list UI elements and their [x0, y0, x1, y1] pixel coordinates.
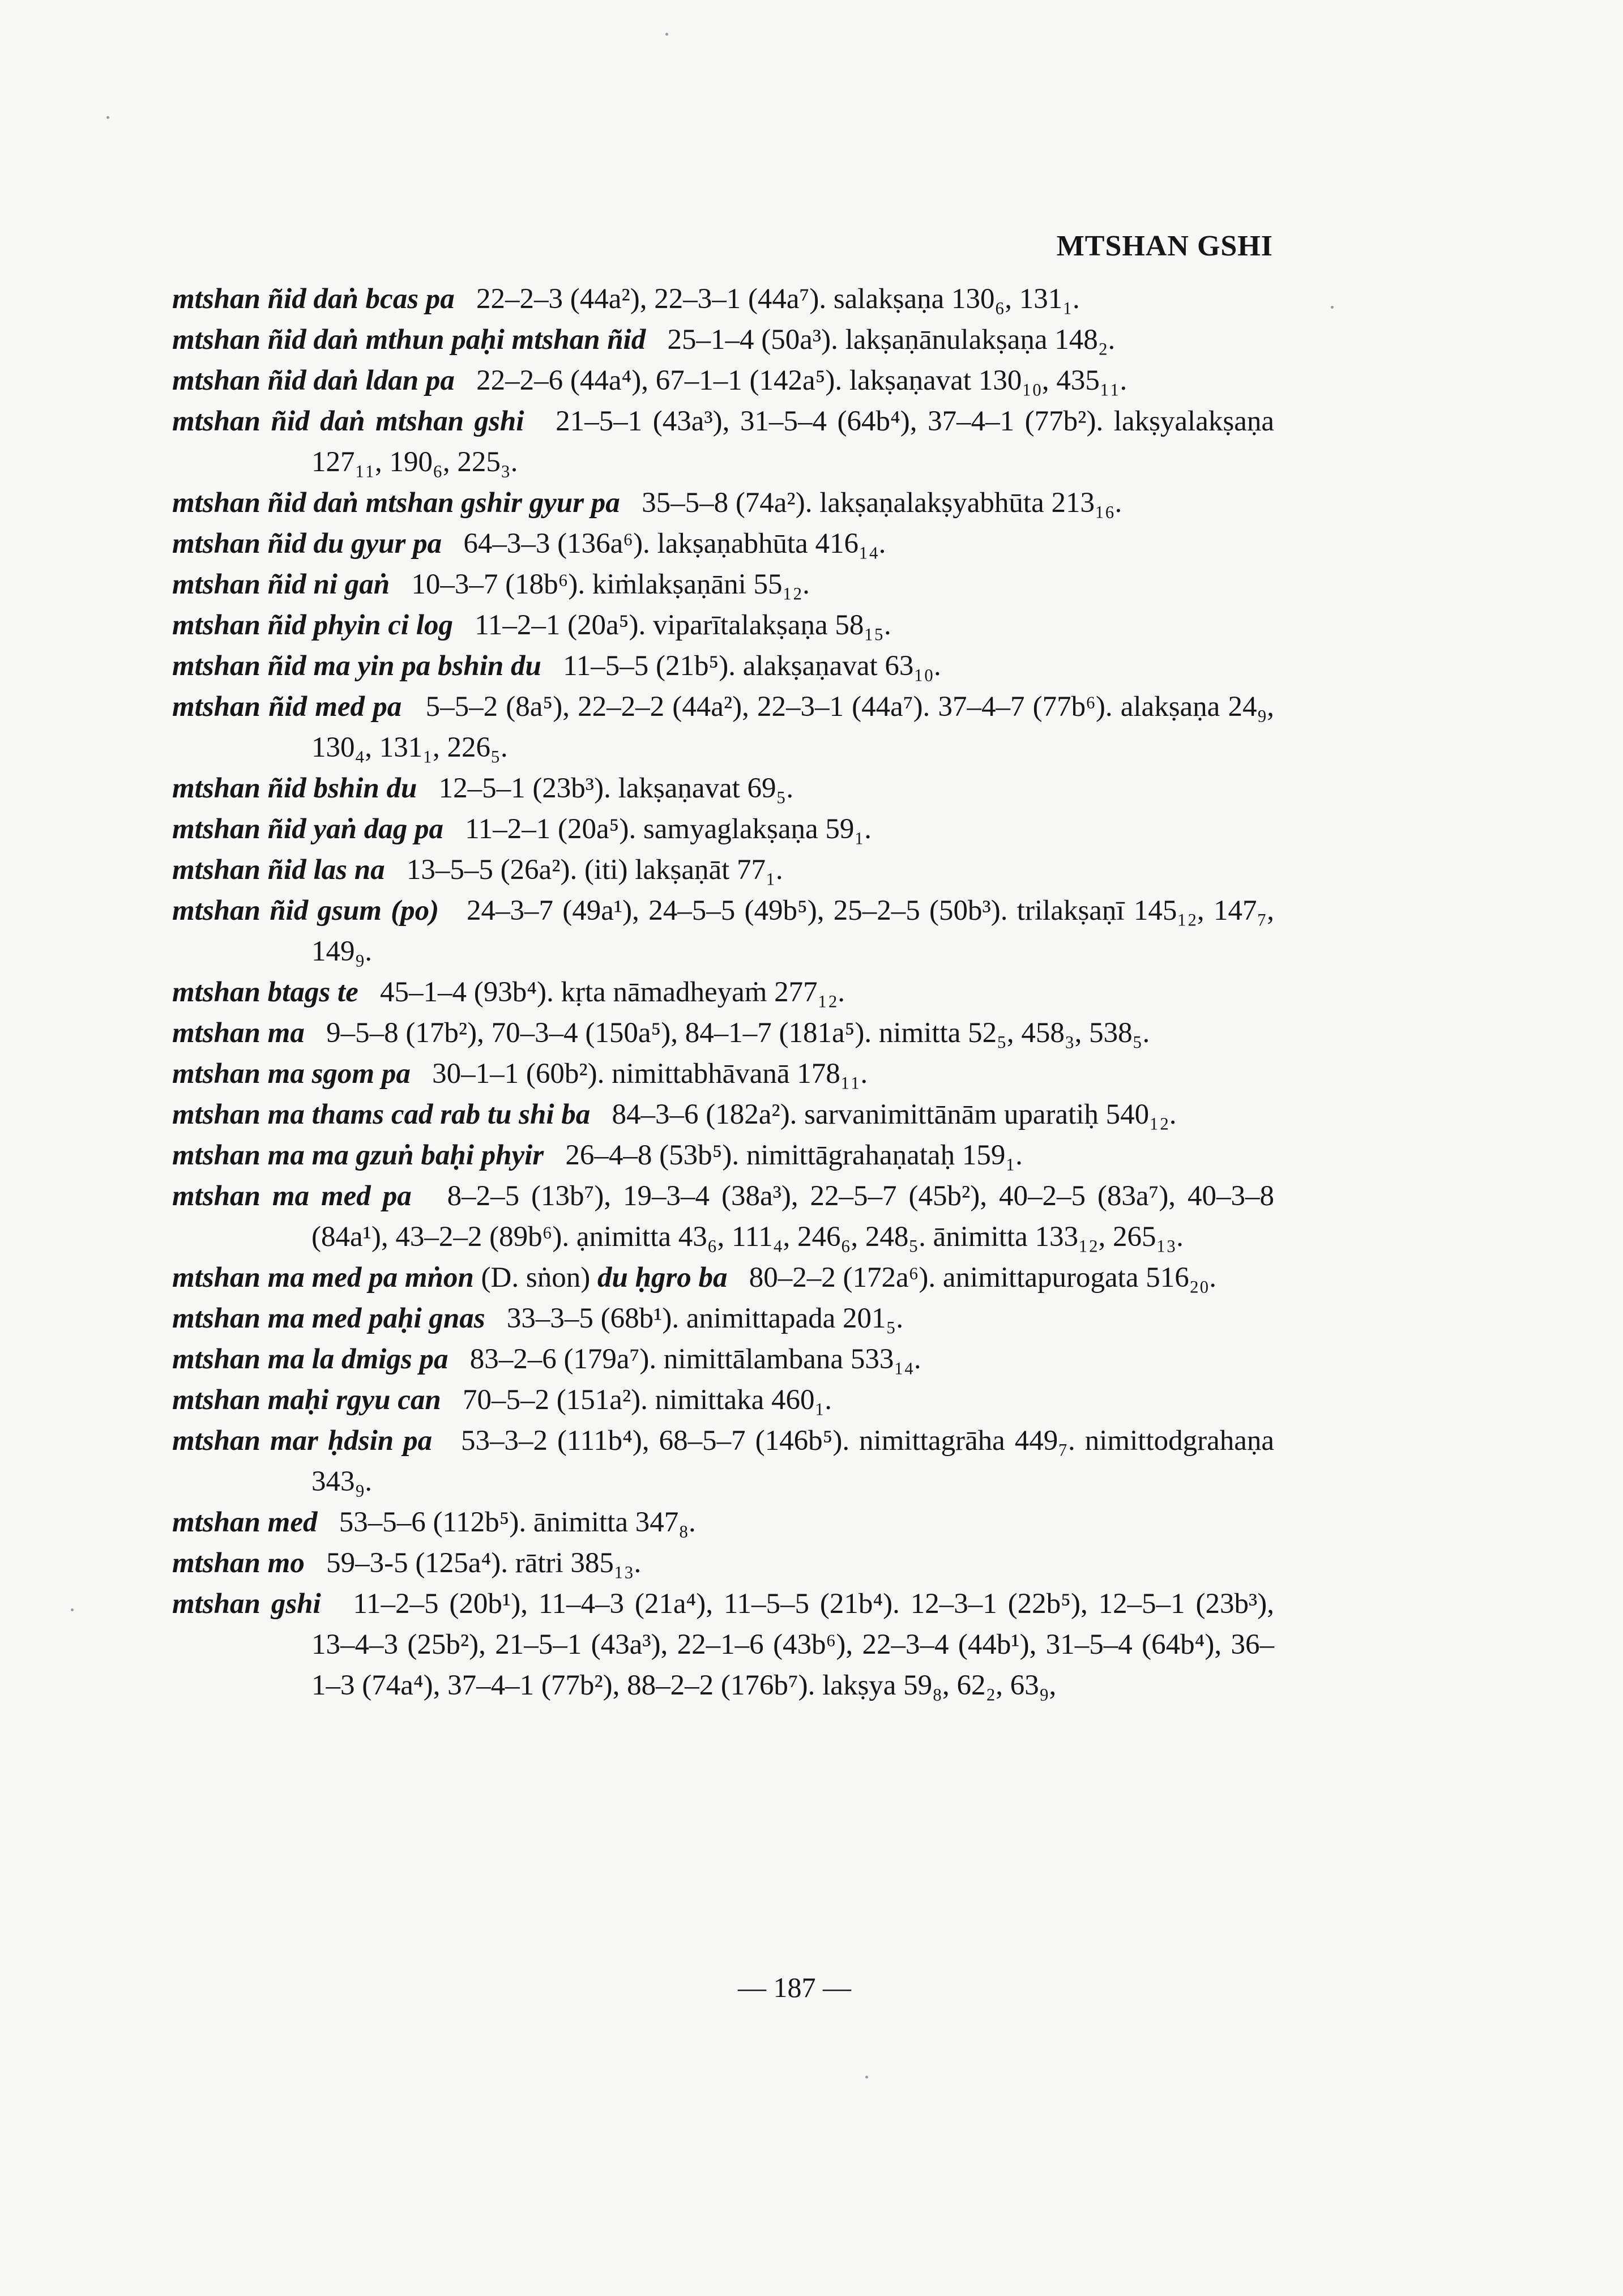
- entry-references: 10–3–7 (18b⁶). kiṁlakṣaṇāni 55₁₂.: [411, 569, 810, 600]
- entry-references: 13–5–5 (26a²). (iti) lakṣaṇāt 77₁.: [406, 854, 783, 886]
- entry-references: 30–1–1 (60b²). nimittabhāvanā 178₁₁.: [432, 1058, 868, 1090]
- scan-speck: [665, 33, 668, 36]
- dictionary-entry: [172, 1502, 1274, 1543]
- scan-speck: [865, 2076, 868, 2079]
- entry-headword: mtshan ñid ma yin pa bshin du: [172, 650, 541, 682]
- entry-headword: mtshan ñid daṅ mtshan gshi: [172, 406, 524, 437]
- entry-headword: mtshan med: [172, 1507, 318, 1538]
- dictionary-entry: [172, 646, 1274, 686]
- entry-references: 64–3–3 (136a⁶). lakṣaṇabhūta 416₁₄.: [463, 528, 886, 560]
- dictionary-entry: [172, 483, 1274, 523]
- entry-headword: mtshan mo: [172, 1547, 305, 1579]
- dictionary-entry: [172, 1584, 1274, 1706]
- entry-references: 84–3–6 (182a²). sarvanimittānām uparatiḥ 540₁₂.: [612, 1099, 1177, 1130]
- page-number: — 187 —: [738, 1971, 851, 2003]
- entry-references: 11–5–5 (21b⁵). alakṣaṇavat 63₁₀.: [563, 650, 941, 682]
- entry-headword: mtshan ñid las na: [172, 854, 385, 886]
- dictionary-entry: [172, 1257, 1274, 1298]
- entry-headword: mtshan ma med pa: [172, 1180, 412, 1212]
- entry-headword: mtshan btags te: [172, 976, 358, 1008]
- entry-headword-continuation: du ḥgro ba: [597, 1262, 728, 1294]
- entry-headword: mtshan ma med paḥi gnas: [172, 1303, 485, 1334]
- entry-references: 33–3–5 (68b¹). animittapada 201₅.: [506, 1303, 904, 1334]
- entry-headword: mtshan ñid bshin du: [172, 773, 417, 804]
- dictionary-entry: [172, 850, 1274, 890]
- dictionary-entry: [172, 1420, 1274, 1502]
- entry-headword: mtshan ma la dmigs pa: [172, 1343, 449, 1375]
- dictionary-entry: [172, 1094, 1274, 1135]
- entry-references: 53–3–2 (111b⁴), 68–5–7 (146b⁵). nimittagrāha 449₇. nimittodgrahaṇa 343₉.: [311, 1425, 1274, 1497]
- entry-headword: mtshan maḥi rgyu can: [172, 1384, 441, 1416]
- entry-headword: mtshan mar ḥdsin pa: [172, 1425, 433, 1457]
- entry-references: 11–2–1 (20a⁵). samyaglakṣaṇa 59₁.: [465, 813, 872, 845]
- dictionary-entry: [172, 279, 1274, 319]
- entry-references: 53–5–6 (112b⁵). ānimitta 347₈.: [339, 1507, 696, 1538]
- entry-headword: mtshan ñid daṅ mtshan gshir gyur pa: [172, 487, 620, 519]
- entry-references: 25–1–4 (50a³). lakṣaṇānulakṣaṇa 148₂.: [667, 324, 1116, 356]
- entry-references: 80–2–2 (172a⁶). animittapurogata 516₂₀.: [749, 1262, 1217, 1294]
- scan-speck: [1331, 306, 1334, 309]
- dictionary-entry: [172, 809, 1274, 850]
- dictionary-entry: [172, 1298, 1274, 1339]
- entry-headword: mtshan ma sgom pa: [172, 1058, 411, 1090]
- dictionary-entry: [172, 890, 1274, 972]
- entry-headword: mtshan ñid med pa: [172, 691, 402, 723]
- entry-headword: mtshan ma thams cad rab tu shi ba: [172, 1099, 591, 1130]
- entry-references: 11–2–1 (20a⁵). viparītalakṣaṇa 58₁₅.: [475, 609, 891, 641]
- entry-references: 22–2–6 (44a⁴), 67–1–1 (142a⁵). lakṣaṇavat 130₁₀, 435₁₁.: [476, 365, 1127, 396]
- entry-variant-note: (D. sṅon): [481, 1262, 591, 1294]
- entry-headword: mtshan ñid daṅ ldan pa: [172, 365, 455, 396]
- entry-headword: mtshan ma med pa mṅon: [172, 1262, 474, 1294]
- entry-headword: mtshan ñid du gyur pa: [172, 528, 442, 560]
- entry-headword: mtshan ñid phyin ci log: [172, 609, 453, 641]
- dictionary-entry: [172, 319, 1274, 360]
- entry-references: 22–2–3 (44a²), 22–3–1 (44a⁷). salakṣaṇa 130₆, 131₁.: [476, 283, 1080, 315]
- scan-speck: [106, 116, 109, 119]
- entry-references: 83–2–6 (179a⁷). nimittālambana 533₁₄.: [469, 1343, 921, 1375]
- entry-headword: mtshan ñid yaṅ dag pa: [172, 813, 443, 845]
- entry-references: 21–5–1 (43a³), 31–5–4 (64b⁴), 37–4–1 (77b²). lakṣyalakṣaṇa 127₁₁, 190₆, 225₃.: [311, 406, 1274, 478]
- entry-headword: mtshan ñid ni gaṅ: [172, 569, 390, 600]
- entry-references: 12–5–1 (23b³). lakṣaṇavat 69₅.: [438, 773, 794, 804]
- entry-references: 11–2–5 (20b¹), 11–4–3 (21a⁴), 11–5–5 (21b⁴). 12–3–1 (22b⁵), 12–5–1 (23b³), 13–4–3 (25b²), 21–5–1 (43a³), 22–1–6 (43b⁶), 22–3–4 (44b¹), 31–5–4 (64b⁴), 36–1–3 (74a⁴), 37–4–1 (77b²), 88–2–2 (176b⁷). lakṣya 59₈, 62₂, 63₉,: [311, 1588, 1275, 1701]
- dictionary-entry: [172, 1176, 1274, 1257]
- running-header: MTSHAN GSHI: [1056, 230, 1273, 262]
- entry-references: 5–5–2 (8a⁵), 22–2–2 (44a²), 22–3–1 (44a⁷). 37–4–7 (77b⁶). alakṣaṇa 24₉, 130₄, 131₁, 226₅.: [311, 691, 1274, 763]
- entry-references: 26–4–8 (53b⁵). nimittāgrahaṇataḥ 159₁.: [565, 1140, 1023, 1171]
- dictionary-entries: [172, 279, 1274, 1706]
- dictionary-entry: [172, 768, 1274, 809]
- entry-references: 35–5–8 (74a²). lakṣaṇalakṣyabhūta 213₁₆.: [642, 487, 1122, 519]
- dictionary-entry: [172, 401, 1274, 483]
- dictionary-entry: [172, 360, 1274, 401]
- dictionary-entry: [172, 1380, 1274, 1420]
- entry-headword: mtshan ma ma gzuṅ baḥi phyir: [172, 1140, 544, 1171]
- dictionary-entry: [172, 972, 1274, 1013]
- dictionary-entry: [172, 1053, 1274, 1094]
- dictionary-entry: [172, 1135, 1274, 1176]
- dictionary-entry: [172, 686, 1274, 768]
- entry-headword: mtshan ma: [172, 1017, 305, 1049]
- entry-references: 59–3-5 (125a⁴). rātri 385₁₃.: [326, 1547, 642, 1579]
- entry-references: 70–5–2 (151a²). nimittaka 460₁.: [462, 1384, 832, 1416]
- entry-references: 9–5–8 (17b²), 70–3–4 (150a⁵), 84–1–7 (181a⁵). nimitta 52₅, 458₃, 538₅.: [326, 1017, 1150, 1049]
- entry-references: 24–3–7 (49a¹), 24–5–5 (49b⁵), 25–2–5 (50b³). trilakṣaṇī 145₁₂, 147₇, 149₉.: [311, 895, 1274, 967]
- entry-headword: mtshan ñid daṅ mthun paḥi mtshan ñid: [172, 324, 646, 356]
- entry-headword: mtshan ñid daṅ bcas pa: [172, 283, 455, 315]
- scan-speck: [71, 1608, 74, 1611]
- dictionary-entry: [172, 1543, 1274, 1584]
- dictionary-entry: [172, 523, 1274, 564]
- dictionary-entry: [172, 1013, 1274, 1053]
- dictionary-entry: [172, 605, 1274, 646]
- dictionary-entry: [172, 1339, 1274, 1380]
- entry-headword: mtshan ñid gsum (po): [172, 895, 439, 927]
- entry-references: 8–2–5 (13b⁷), 19–3–4 (38a³), 22–5–7 (45b²), 40–2–5 (83a⁷), 40–3–8 (84a¹), 43–2–2 (89b⁶). ạnimitta 43₆, 111₄, 246₆, 248₅. ānimitta 133₁₂, 265₁₃.: [311, 1180, 1275, 1253]
- entry-headword: mtshan gshi: [172, 1588, 321, 1620]
- entry-references: 45–1–4 (93b⁴). kṛta nāmadheyaṁ 277₁₂.: [380, 976, 845, 1008]
- dictionary-entry: [172, 564, 1274, 605]
